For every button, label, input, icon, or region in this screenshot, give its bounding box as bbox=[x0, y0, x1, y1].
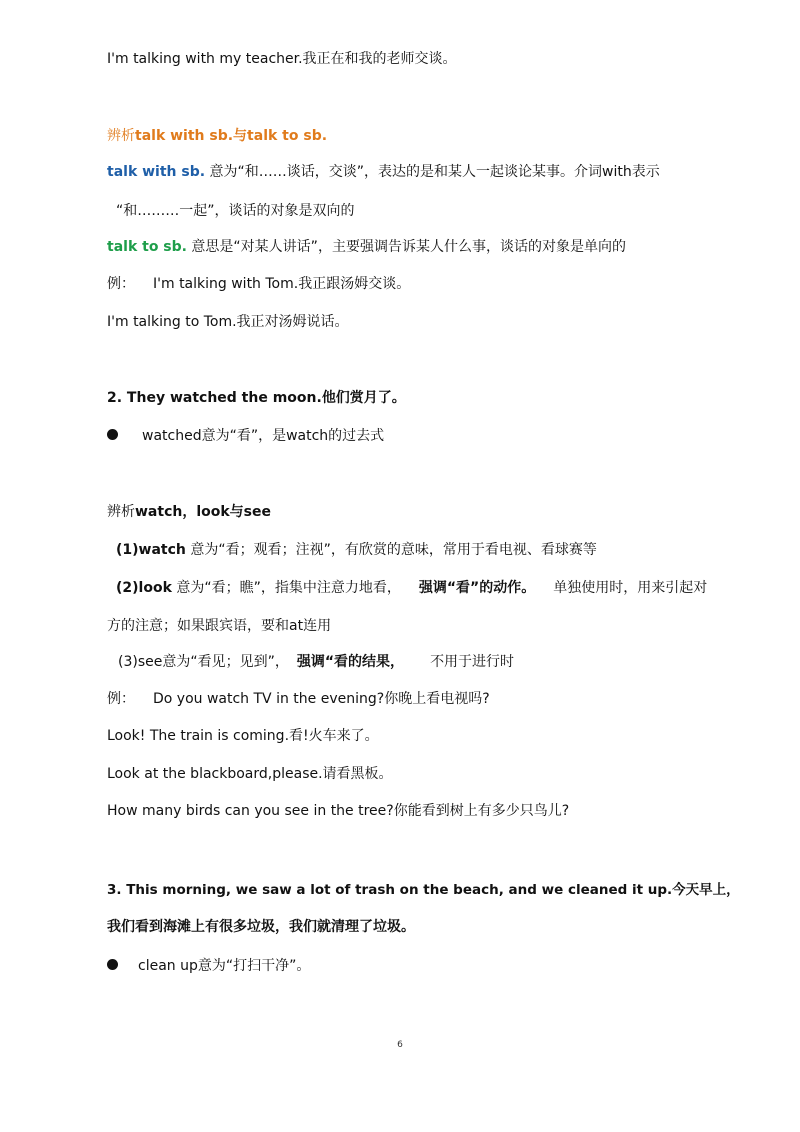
heading-prefix: 辨析 bbox=[107, 128, 135, 144]
example-text: Do you watch TV in the evening?你晚上看电视吗? bbox=[153, 691, 490, 707]
bullet-icon bbox=[107, 429, 118, 440]
text-line: I'm talking to Tom.我正对汤姆说话。 bbox=[107, 314, 349, 330]
term-definition: 意为“看；观看；注视”，有欣赏的意味，常用于看电视、看球赛等 bbox=[185, 542, 597, 558]
term-definition: 意为“看；瞧”，指集中注意力地看， bbox=[171, 580, 401, 596]
section-heading bbox=[107, 502, 271, 522]
emphasis-text: 强调“看”的动作。 bbox=[418, 580, 536, 596]
section-heading: 3. This morning, we saw a lot of trash on the beach, and we cleaned it up.今天早上， bbox=[107, 882, 740, 898]
section-heading bbox=[107, 126, 327, 146]
example-label: 例： bbox=[107, 691, 135, 707]
text-line bbox=[107, 237, 626, 257]
text-line bbox=[107, 162, 660, 182]
text-line: How many birds can you see in the tree?你能看到树上有多少只鸟儿? bbox=[107, 803, 570, 819]
heading-text: watch，look与see bbox=[135, 504, 272, 520]
heading-text: talk with sb.与talk to sb. bbox=[135, 128, 328, 144]
bullet-line bbox=[107, 956, 310, 976]
text-line bbox=[118, 652, 514, 672]
term-label: talk to sb. bbox=[107, 239, 187, 255]
text-line: Look at the blackboard,please.请看黑板。 bbox=[107, 766, 393, 782]
heading-prefix: 辨析 bbox=[107, 504, 135, 520]
term-label: (1)watch bbox=[116, 542, 186, 558]
text-line bbox=[116, 540, 597, 560]
emphasis-text: 强调“看的结果， bbox=[296, 654, 405, 670]
text-line: Look! The train is coming.看!火车来了。 bbox=[107, 728, 379, 744]
example-label: 例： bbox=[107, 276, 135, 292]
example-text: I'm talking with Tom.我正跟汤姆交谈。 bbox=[153, 276, 411, 292]
example-line bbox=[107, 274, 410, 294]
term-definition: (3)see意为“看见；见到”， bbox=[118, 654, 289, 670]
term-definition-tail: 单独使用时，用来引起对 bbox=[553, 580, 708, 596]
page-number: 6 bbox=[397, 1040, 403, 1050]
text-line: “和………一起”，谈话的对象是双向的 bbox=[116, 203, 355, 219]
bullet-line bbox=[107, 426, 384, 446]
term-label: (2)look bbox=[116, 580, 172, 596]
text-line: 方的注意；如果跟宾语，要和at连用 bbox=[107, 618, 332, 634]
bullet-text: watched意为“看”，是watch的过去式 bbox=[142, 428, 385, 444]
bullet-text: clean up意为“打扫干净”。 bbox=[138, 958, 311, 974]
term-label: talk with sb. bbox=[107, 164, 206, 180]
term-definition-tail: 不用于进行时 bbox=[430, 654, 515, 670]
term-definition: 意思是“对某人讲话”，主要强调告诉某人什么事，谈话的对象是单向的 bbox=[186, 239, 626, 255]
term-definition: 意为“和……谈话，交谈”，表达的是和某人一起谈论某事。介词with表示 bbox=[205, 164, 660, 180]
section-heading-continued: 我们看到海滩上有很多垃圾，我们就清理了垃圾。 bbox=[107, 919, 415, 935]
section-heading: 2. They watched the moon.他们赏月了。 bbox=[107, 390, 406, 406]
text-line: I'm talking with my teacher.我正在和我的老师交谈。 bbox=[107, 51, 457, 67]
text-line bbox=[116, 578, 707, 598]
example-line bbox=[107, 689, 490, 709]
bullet-icon bbox=[107, 959, 118, 970]
